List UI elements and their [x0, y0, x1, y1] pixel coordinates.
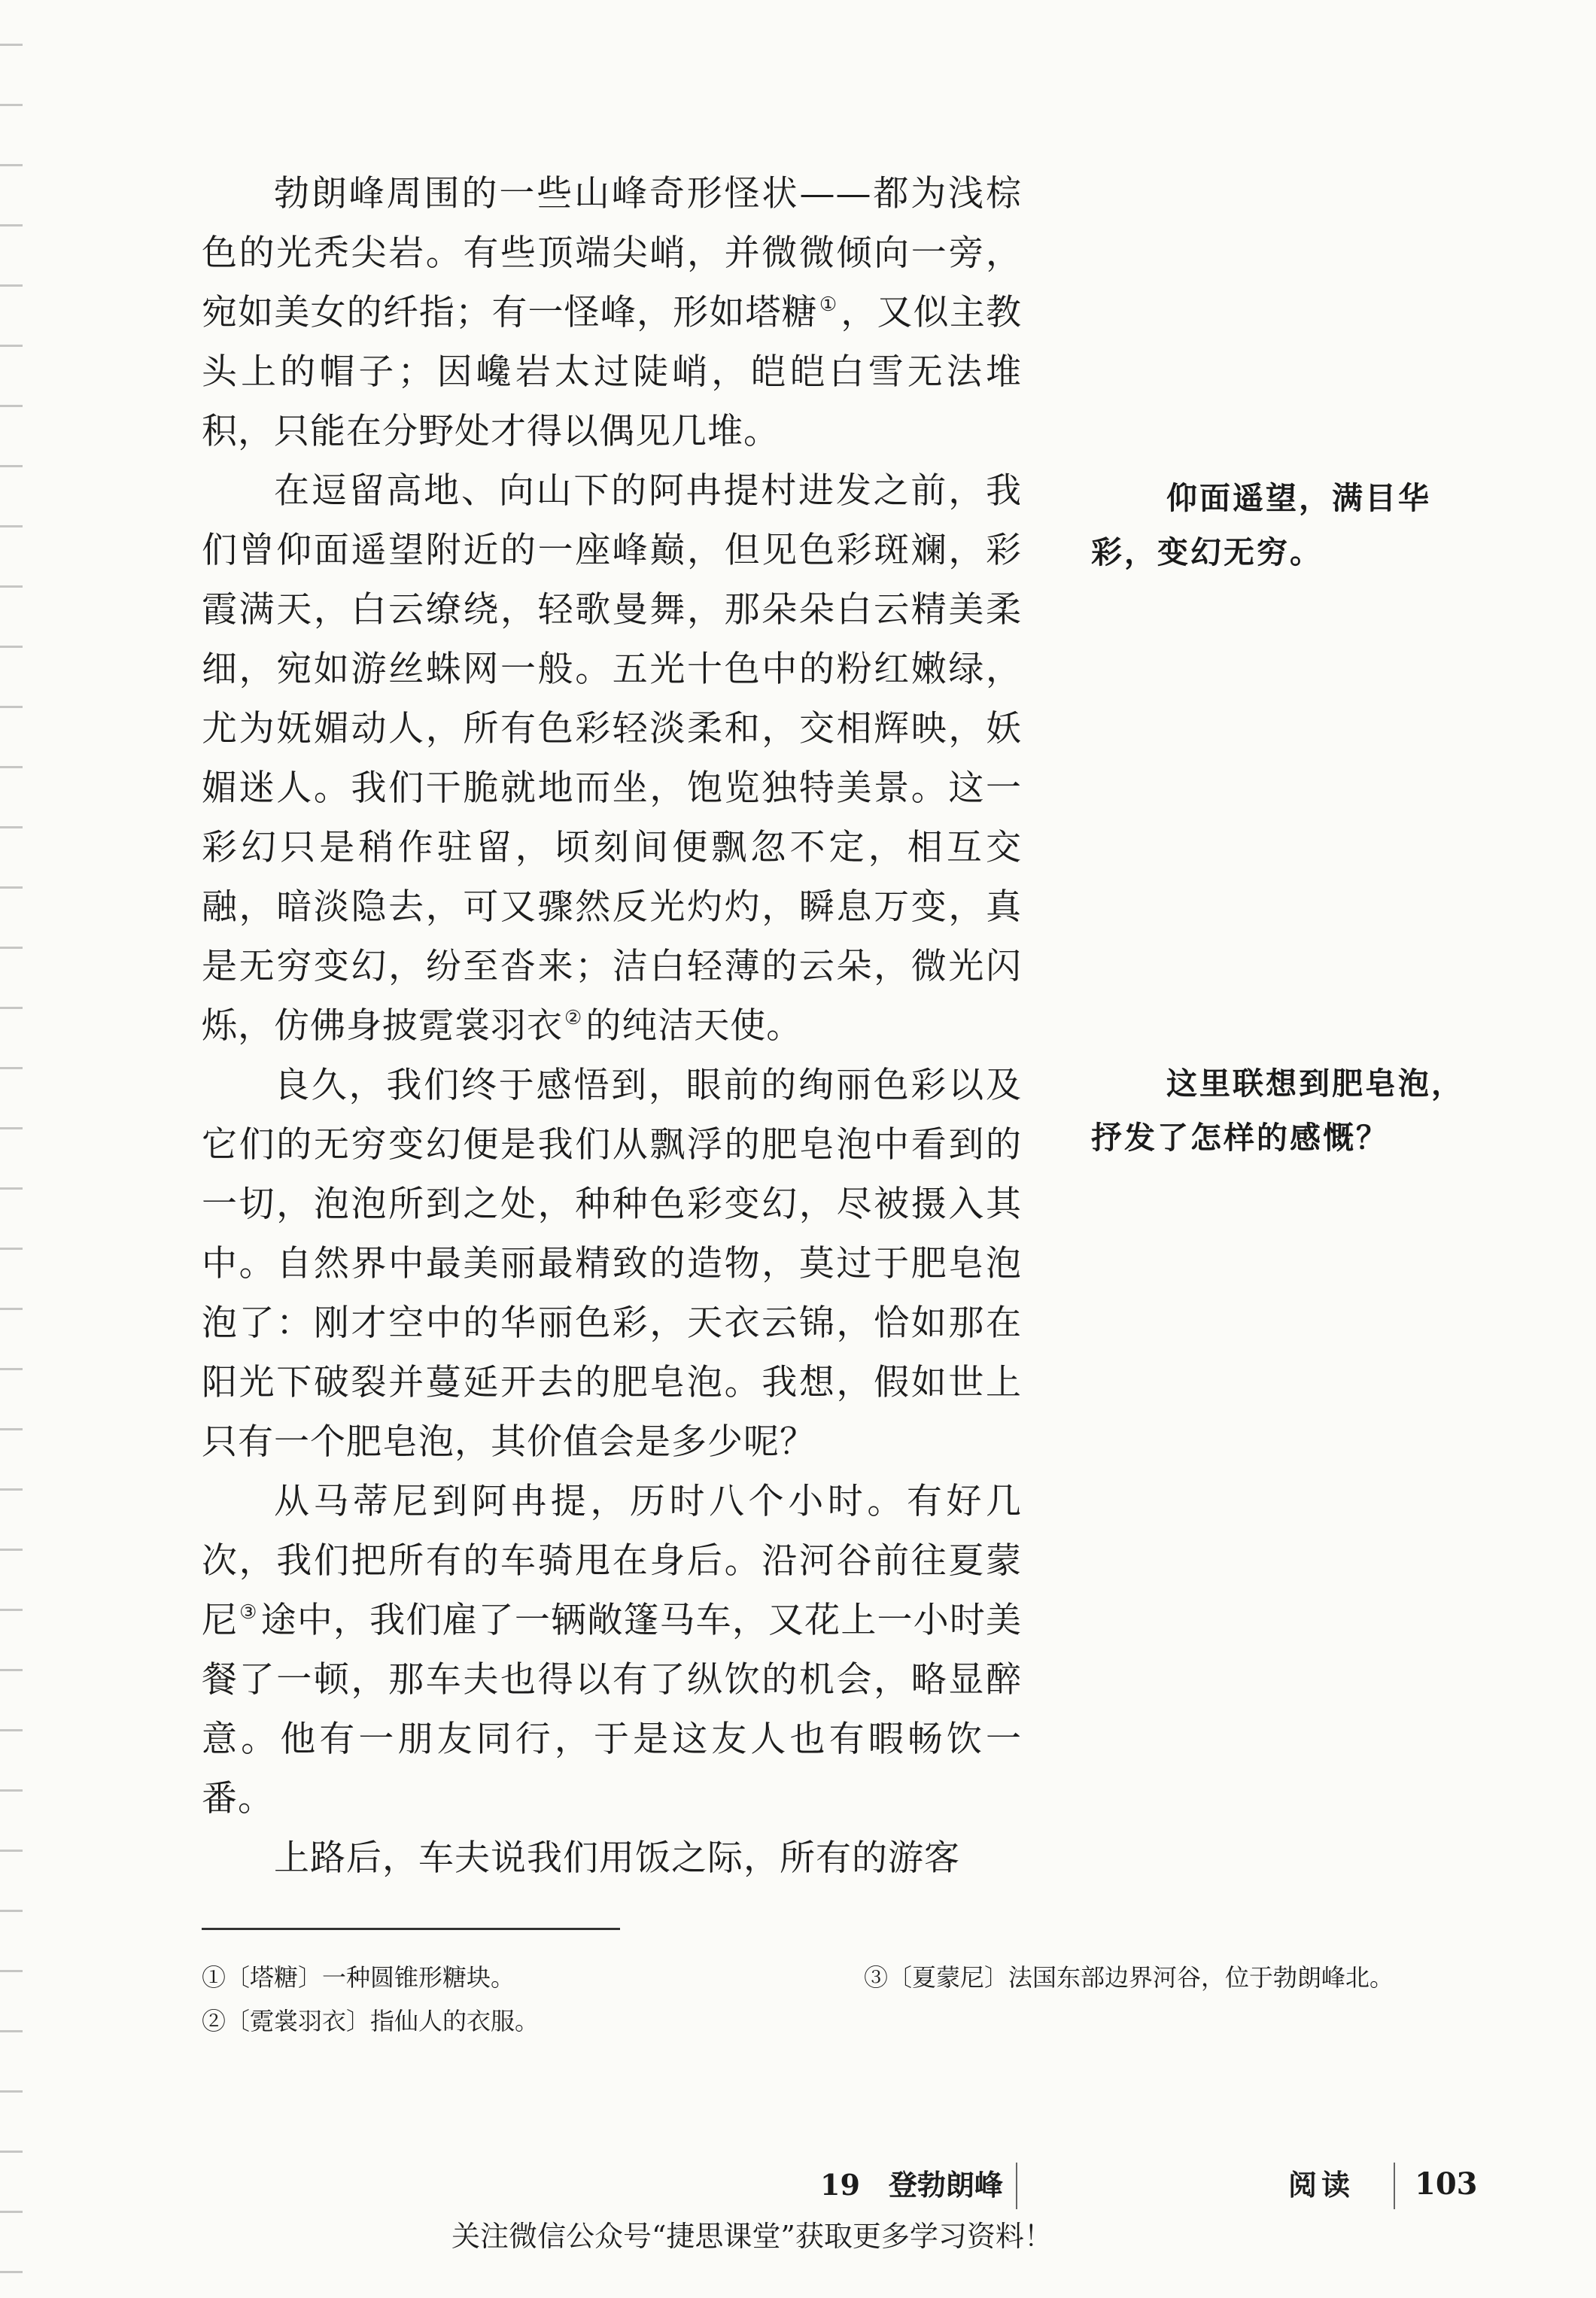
- margin-note-2: 这里联想到肥皂泡，抒发了怎样的感慨？: [1091, 1065, 1464, 1156]
- paragraph-1-text: 勃朗峰周围的一些山峰奇形怪状——都为浅棕色的光秃尖岩。有些顶端尖峭，并微微倾向一旁，宛如美女的纤指；有一怪峰，形如塔糖: [202, 173, 1022, 333]
- watermark-text: 关注微信公众号“捷思课堂”获取更多学习资料！: [451, 2220, 1053, 2253]
- paragraph-2-text: 在逗留高地、向山下的阿冉提村进发之前，我们曾仰面遥望附近的一座峰巅，但见色彩斑斓，彩霞满天，白云缭绕，轻歌曼舞，那朵朵白云精美柔细，宛如游丝蛛网一般。五光十色中的粉红嫩绿，尤为妩媚动人，所有色彩轻淡柔和，交相辉映，妖媚迷人。我们干脆就地而坐，饱览独特美景。这一彩幻只是稍作驻留，顷刻间便飘忽不定，相互交融，暗淡隐去，可又骤然反光灼灼，瞬息万变，真是无穷变幻，纷至沓来；洁白轻薄的云朵，微光闪烁，仿佛身披霓裳羽衣: [202, 470, 1022, 1047]
- footnote-ref-2: ②: [564, 1007, 583, 1029]
- footnote-divider: [202, 1928, 620, 1930]
- footer-section-label: 阅读: [1288, 2168, 1355, 2202]
- paragraph-4-text-cont: 途中，我们雇了一辆敞篷马车，又花上一小时美餐了一顿，那车夫也得以有了纵饮的机会，略显醉意。他有一朋友同行，于是这友人也有暇畅饮一番。: [202, 1600, 1023, 1819]
- footer-divider-left: [1016, 2163, 1017, 2209]
- paragraph-2: [202, 461, 1022, 1056]
- footnote-ref-1: ①: [819, 293, 838, 316]
- footer-chapter-title: 19 登勃朗峰: [820, 2168, 1003, 2202]
- footnote-2: ②〔霓裳羽衣〕指仙人的衣服。: [202, 2007, 540, 2035]
- main-text: [202, 164, 1022, 1888]
- paragraph-2-text-cont: 的纯洁天使。: [585, 1005, 803, 1047]
- paragraph-1-text-cont: ，又似主教头上的帽子；因巉岩太过陡峭，皑皑白雪无法堆积，只能在分野处才得以偶见几堆。: [202, 292, 1023, 452]
- paragraph-3: 良久，我们终于感悟到，眼前的绚丽色彩以及它们的无穷变幻便是我们从飘浮的肥皂泡中看到的一切，泡泡所到之处，种种色彩变幻，尽被摄入其中。自然界中最美丽最精致的造物，莫过于肥皂泡泡了：刚才空中的华丽色彩，天衣云锦，恰如那在阳光下破裂并蔓延开去的肥皂泡。我想，假如世上只有一个肥皂泡，其价值会是多少呢？: [202, 1065, 1022, 1463]
- footer-divider-right: [1394, 2163, 1395, 2209]
- margin-note-1: 仰面遥望，满目华彩，变幻无穷。: [1091, 480, 1431, 570]
- page-number: 103: [1415, 2166, 1478, 2202]
- footnote-ref-3: ③: [239, 1601, 258, 1624]
- paragraph-4-text: 从马蒂尼到阿冉提，历时八个小时。有好几次，我们把所有的车骑甩在身后。沿河谷前往夏蒙尼: [202, 1481, 1022, 1641]
- footnote-3: ③〔夏蒙尼〕法国东部边界河谷，位于勃朗峰北。: [864, 1963, 1394, 1992]
- paragraph-5: 上路后，车夫说我们用饭之际，所有的游客: [274, 1837, 960, 1879]
- footnote-1: ①〔塔糖〕一种圆锥形糖块。: [202, 1963, 515, 1992]
- binding-edge: [0, 0, 23, 2298]
- paragraph-1: [202, 164, 1022, 461]
- paragraph-4: [202, 1472, 1022, 1828]
